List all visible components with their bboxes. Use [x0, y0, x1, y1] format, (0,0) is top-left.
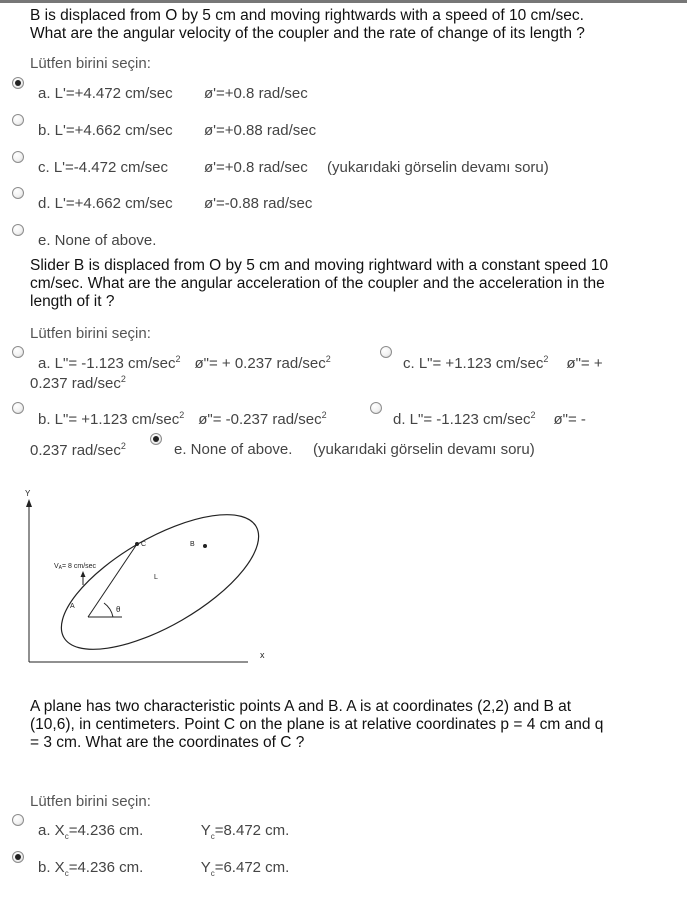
- q1-option-b[interactable]: [38, 122, 316, 139]
- q2-option-d-l: d. L"= -1.123 cm/sec: [393, 411, 531, 428]
- q2-option-e-extra: (yukarıdaki görselin devamı soru): [313, 441, 535, 458]
- q2-option-e[interactable]: [174, 441, 535, 458]
- q2-option-d[interactable]: [393, 410, 586, 428]
- top-divider: [0, 0, 687, 3]
- question-1-line-1: B is displaced from O by 5 cm and moving rightwards with a speed of 10 cm/sec.: [30, 7, 584, 24]
- q2-option-a-l-exp: 2: [175, 354, 181, 364]
- point-b-dot: [203, 544, 207, 548]
- q1-option-b-l: b. L'=+4.662 cm/sec: [38, 122, 173, 139]
- q3-option-b-x-value: =4.236 cm.: [68, 859, 144, 876]
- velocity-arrow-head: [81, 571, 86, 577]
- q3-option-a[interactable]: [38, 822, 289, 841]
- q1-option-d-l: d. L'=+4.662 cm/sec: [38, 195, 173, 212]
- q2-option-c-radio[interactable]: [380, 346, 392, 358]
- q1-option-c[interactable]: [38, 159, 549, 176]
- q1-option-b-radio[interactable]: [12, 114, 24, 126]
- q2-option-d-l-exp: 2: [530, 410, 536, 420]
- q2-option-a-continued: [30, 374, 126, 392]
- q2-option-a-radio[interactable]: [12, 346, 24, 358]
- q1-option-a-radio[interactable]: [12, 77, 24, 89]
- q3-option-a-y: Y: [200, 822, 211, 839]
- angle-label: θ: [116, 605, 121, 614]
- q3-option-a-x-value: =4.236 cm.: [68, 822, 144, 839]
- coupler-link: [88, 544, 137, 617]
- q2-option-b-phi: ø"= -0.237 rad/sec: [198, 411, 322, 428]
- velocity-value: = 8 cm/sec: [62, 563, 97, 570]
- mechanism-figure: [20, 486, 280, 666]
- q1-option-e[interactable]: [38, 232, 156, 249]
- question-1-prompt: Lütfen birini seçin:: [30, 55, 151, 72]
- q3-option-a-radio[interactable]: [12, 814, 24, 826]
- point-b-label: B: [190, 541, 195, 548]
- q2-option-d-phi: ø"= -: [553, 411, 586, 428]
- q2-option-a-phi-exp: 2: [325, 354, 331, 364]
- q1-option-c-phi: ø'=+0.8 rad/sec: [204, 159, 308, 176]
- q2-option-e-label: e. None of above.: [174, 441, 293, 458]
- q2-option-e-radio[interactable]: [150, 433, 162, 445]
- q2-option-c[interactable]: [403, 354, 603, 372]
- q1-option-c-extra: (yukarıdaki görselin devamı soru): [327, 159, 549, 176]
- question-3-line-1: A plane has two characteristic points A and B. A is at coordinates (2,2) and B at: [30, 698, 572, 715]
- q2-option-a-phi: ø"= + 0.237 rad/sec: [194, 355, 326, 372]
- q1-option-e-label: e. None of above.: [38, 232, 157, 249]
- q2-option-d-cont-exp: 2: [120, 441, 126, 451]
- q2-option-d-continued: [30, 441, 126, 459]
- point-a-label: A: [70, 603, 75, 610]
- question-2-prompt: Lütfen birini seçin:: [30, 325, 151, 342]
- question-1-text: [30, 7, 585, 43]
- q1-option-c-l: c. L'=-4.472 cm/sec: [38, 159, 169, 176]
- q2-option-a[interactable]: [38, 354, 331, 372]
- q1-option-d[interactable]: [38, 195, 312, 212]
- question-2-line-1: Slider B is displaced from O by 5 cm and moving rightward with a constant speed 10: [30, 257, 609, 274]
- q1-option-a-phi: ø'=+0.8 rad/sec: [204, 85, 308, 102]
- q2-option-b-phi-exp: 2: [321, 410, 327, 420]
- question-3-text: [30, 698, 603, 752]
- q1-option-d-phi: ø'=-0.88 rad/sec: [204, 195, 313, 212]
- question-2-line-3: length of it ?: [30, 293, 115, 310]
- point-c-dot: [135, 542, 139, 546]
- q2-option-c-phi: ø"= +: [566, 355, 603, 372]
- plane-ellipse: [42, 488, 278, 666]
- q1-option-a-l: a. L'=+4.472 cm/sec: [38, 85, 173, 102]
- q3-option-b-y: Y: [200, 859, 211, 876]
- q1-option-c-radio[interactable]: [12, 151, 24, 163]
- q2-option-c-l: c. L"= +1.123 cm/sec: [403, 355, 544, 372]
- q3-option-b-x-sub: c: [64, 869, 69, 878]
- q2-option-b[interactable]: [38, 410, 327, 428]
- q3-option-b[interactable]: [38, 859, 289, 878]
- q3-option-a-x-sub: c: [64, 832, 69, 841]
- q2-option-d-cont: 0.237 rad/sec: [30, 442, 121, 459]
- q3-option-a-x: a. X: [38, 822, 65, 839]
- velocity-subscript: A: [58, 565, 63, 571]
- y-axis-label: Y: [25, 489, 31, 498]
- angle-arc: [104, 603, 113, 617]
- q3-option-a-y-sub: c: [210, 832, 215, 841]
- question-3-line-2: (10,6), in centimeters. Point C on the plane is at relative coordinates p = 4 cm and q: [30, 716, 604, 733]
- q1-option-e-radio[interactable]: [12, 224, 24, 236]
- q2-option-b-radio[interactable]: [12, 402, 24, 414]
- q3-option-a-y-value: =8.472 cm.: [214, 822, 290, 839]
- q3-option-b-radio[interactable]: [12, 851, 24, 863]
- question-3-line-3: = 3 cm. What are the coordinates of C ?: [30, 734, 305, 751]
- question-2-line-2: cm/sec. What are the angular acceleration of the coupler and the acceleration in the: [30, 275, 605, 292]
- q1-option-a[interactable]: [38, 85, 308, 102]
- q2-option-d-radio[interactable]: [370, 402, 382, 414]
- question-1-line-2: What are the angular velocity of the coupler and the rate of change of its length ?: [30, 25, 585, 42]
- velocity-label: [54, 563, 97, 571]
- link-label: L: [154, 574, 158, 581]
- q3-option-b-y-sub: c: [210, 869, 215, 878]
- point-c-label: C: [141, 541, 147, 548]
- question-3-prompt: Lütfen birini seçin:: [30, 793, 151, 810]
- q1-option-b-phi: ø'=+0.88 rad/sec: [204, 122, 317, 139]
- y-axis-arrow: [26, 499, 32, 507]
- q2-option-a-cont-exp: 2: [120, 374, 126, 384]
- q3-option-b-y-value: =6.472 cm.: [214, 859, 290, 876]
- question-2-text: [30, 257, 608, 311]
- q2-option-a-l: a. L"= -1.123 cm/sec: [38, 355, 176, 372]
- q2-option-a-cont: 0.237 rad/sec: [30, 375, 121, 392]
- q3-option-b-x: b. X: [38, 859, 65, 876]
- q2-option-c-l-exp: 2: [543, 354, 549, 364]
- q2-option-b-l-exp: 2: [179, 410, 185, 420]
- q1-option-d-radio[interactable]: [12, 187, 24, 199]
- q2-option-b-l: b. L"= +1.123 cm/sec: [38, 411, 180, 428]
- x-axis-label: x: [260, 650, 265, 660]
- velocity-v: V: [54, 563, 59, 570]
